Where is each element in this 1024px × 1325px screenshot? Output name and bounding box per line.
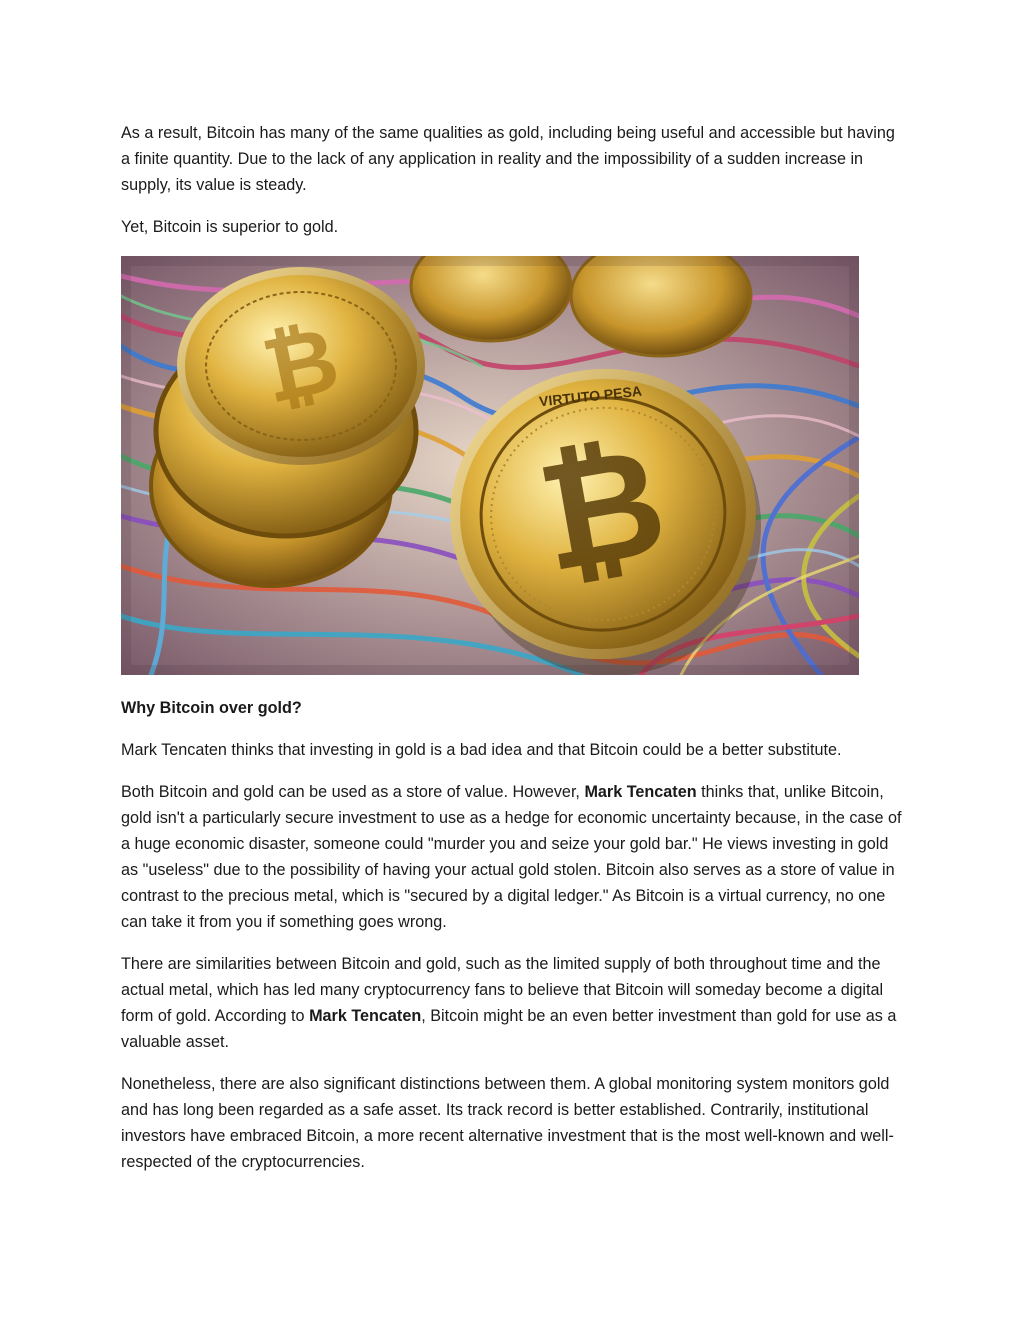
paragraph-store-of-value-start: Both Bitcoin and gold can be used as a store of value. However, <box>121 783 585 801</box>
bitcoin-symbol-icon: ₿ <box>254 309 348 423</box>
paragraph-store-of-value-end: thinks that, unlike Bitcoin, gold isn't a particularly secure investment to use as a hedge for economic uncertainty because, in the case of a huge economic disaster, someone could "murder you and seize your gold bar." He views investing in gold as "useless" due to the possibility of having your actual gold stolen. Bitcoin also serves as a store of value in contrast to the precious metal, which is "secured by a digital ledger." As Bitcoin is a virtual currency, no one can take it from you if something goes wrong. <box>121 783 902 931</box>
author-name-bold: Mark Tencaten <box>309 1007 422 1025</box>
author-name-bold: Mark Tencaten <box>584 783 697 801</box>
document-page <box>121 120 903 1191</box>
photo-illustration <box>121 256 859 675</box>
section-heading: Why Bitcoin over gold? <box>121 699 302 717</box>
coin-inscription: VIRTUTO PESA <box>538 382 643 410</box>
paragraph-store-of-value <box>121 779 903 935</box>
main-bitcoin-symbol-icon: ₿ <box>527 415 677 603</box>
paragraph-similarities-end: , Bitcoin might be an even better investment than gold for use as a valuable asset. <box>121 1007 897 1051</box>
paragraph-similarities-start: There are similarities between Bitcoin and gold, such as the limited supply of both throughout time and the actual metal, which has led many cryptocurrency fans to believe that Bitcoin will someday become a digital form of gold. According to <box>121 955 884 1025</box>
paragraph-substitute: Mark Tencaten thinks that investing in gold is a bad idea and that Bitcoin could be a better substitute. <box>121 741 842 759</box>
paragraph-similarities <box>121 951 903 1055</box>
paragraph-superior: Yet, Bitcoin is superior to gold. <box>121 218 339 236</box>
paragraph-intro: As a result, Bitcoin has many of the same qualities as gold, including being useful and accessible but having a finite quantity. Due to the lack of any application in reality and the impossibility of a sudden increase in supply, its value is steady. <box>121 124 895 194</box>
paragraph-distinctions: Nonetheless, there are also significant distinctions between them. A global monitoring system monitors gold and has long been regarded as a safe asset. Its track record is better established. Contrarily, institutional investors have embraced Bitcoin, a more recent alternative investment that is the most well-known and well-respected of the cryptocurrencies. <box>121 1075 894 1171</box>
bitcoin-coins-photo <box>121 256 859 675</box>
